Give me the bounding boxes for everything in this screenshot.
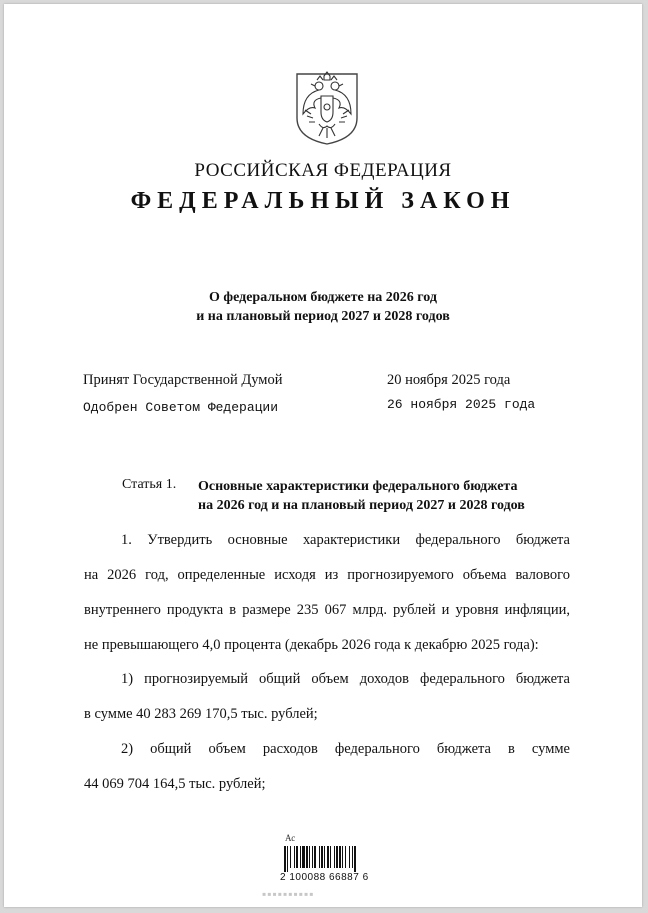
barcode-number: 2 100088 66887 6: [280, 872, 369, 883]
document-type-heading: ФЕДЕРАЛЬНЫЙ ЗАКОН: [130, 188, 516, 214]
article-number: Статья 1.: [122, 477, 177, 492]
barcode-bar: [349, 846, 350, 868]
barcode-bar: [336, 846, 338, 868]
paragraph-1: [84, 531, 570, 655]
council-approval-label: Одобрен Советом Федерации: [83, 400, 279, 415]
council-approval-date: 26 ноября 2025 года: [387, 397, 536, 412]
barcode-bar: [324, 846, 325, 868]
barcode-bar: [300, 846, 301, 868]
paragraph-line: не превышающего 4,0 процента (декабрь 2026 года к декабрю 2025 года):: [84, 637, 539, 653]
duma-adoption-date: 20 ноября 2025 года: [387, 372, 511, 388]
article-title-line: Основные характеристики федерального бюджета: [198, 479, 518, 494]
barcode-bar: [352, 846, 353, 868]
paragraph-line: 1) прогнозируемый общий объем доходов федерального бюджета: [121, 671, 570, 687]
barcode-bar: [314, 846, 316, 868]
barcode-bar: [345, 846, 346, 868]
barcode: [283, 846, 379, 872]
paragraph-line: внутреннего продукта в размере 235 067 млрд. рублей и уровня инфляции,: [84, 602, 570, 618]
paragraph-line: 44 069 704 164,5 тыс. рублей;: [84, 776, 266, 792]
law-title: [4, 288, 642, 326]
handwritten-mark: Ас: [285, 833, 296, 843]
watermark: ▪▪▪▪▪▪▪▪▪▪: [262, 887, 315, 901]
barcode-bar: [296, 846, 298, 868]
coat-of-arms-icon: [295, 70, 359, 146]
law-title-line: О федеральном бюджете на 2026 год: [209, 290, 437, 305]
barcode-bar: [312, 846, 313, 868]
article-title: [198, 477, 525, 515]
barcode-bar: [306, 846, 308, 868]
barcode-bar: [290, 846, 291, 868]
barcode-bar: [339, 846, 341, 868]
document-page: [4, 4, 642, 907]
country-heading: РОССИЙСКАЯ ФЕДЕРАЦИЯ: [194, 160, 452, 181]
barcode-bar: [309, 846, 310, 868]
barcode-bar: [330, 846, 331, 868]
paragraph-line: 1. Утвердить основные характеристики федерального бюджета: [121, 532, 570, 548]
article-title-line: на 2026 год и на плановый период 2027 и 2028 годов: [198, 498, 525, 513]
paragraph-line: 2) общий объем расходов федерального бюджета в сумме: [121, 741, 570, 757]
barcode-bar: [302, 846, 305, 868]
barcode-bar: [319, 846, 320, 868]
paragraph-line: в сумме 40 283 269 170,5 тыс. рублей;: [84, 706, 318, 722]
barcode-bar: [327, 846, 329, 868]
barcode-bar: [334, 846, 335, 868]
duma-adoption-label: Принят Государственной Думой: [83, 372, 283, 388]
paragraph-line: на 2026 год, определенные исходя из прогнозируемого объема валового: [84, 567, 570, 583]
barcode-bar: [284, 846, 286, 872]
barcode-bar: [342, 846, 343, 868]
paragraph-2: [84, 670, 570, 724]
barcode-bar: [287, 846, 288, 872]
barcode-bar: [321, 846, 323, 868]
paragraph-3: [84, 740, 570, 794]
barcode-bar: [294, 846, 295, 868]
barcode-bar: [354, 846, 356, 872]
law-title-line: и на плановый период 2027 и 2028 годов: [196, 309, 450, 324]
